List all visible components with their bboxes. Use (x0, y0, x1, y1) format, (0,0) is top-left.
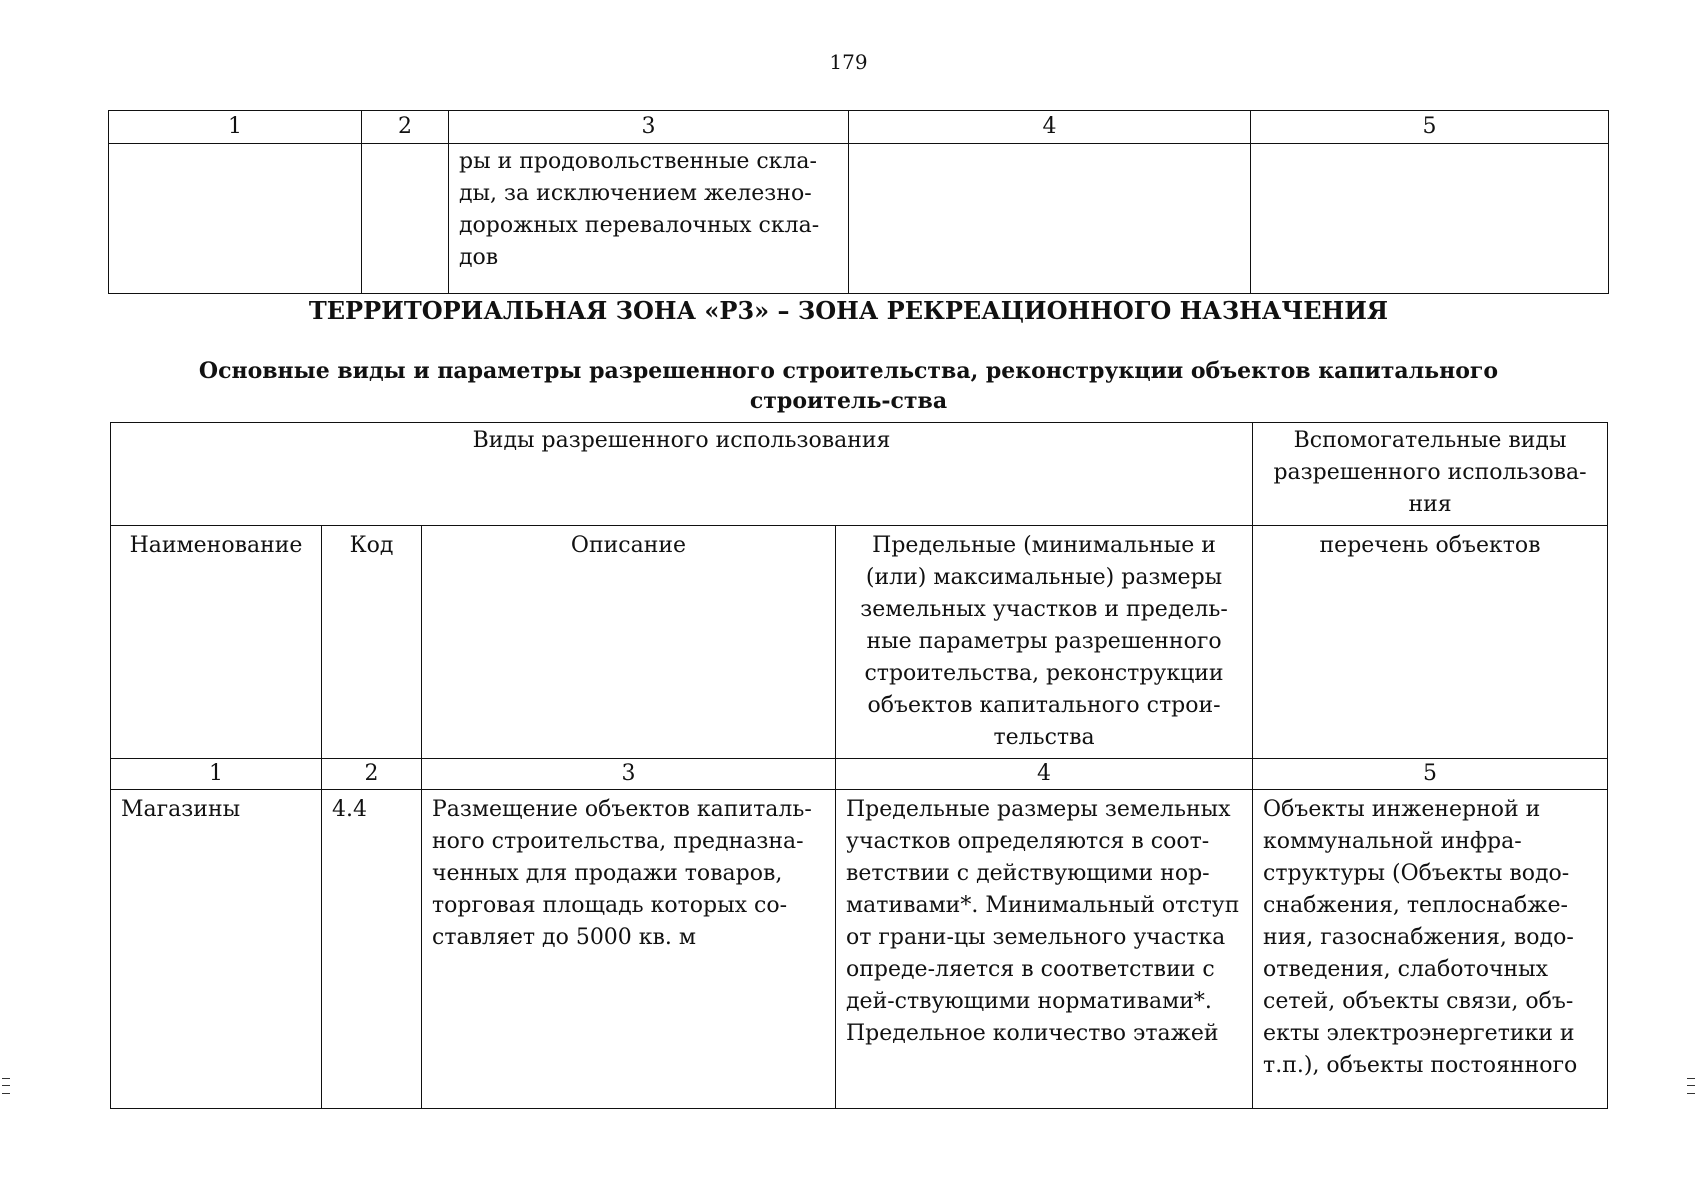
column-number-row (111, 759, 1608, 790)
cell-objects: Объекты инженерной и коммунальной инфра-структуры (Объекты водо-снабжения, теплоснабже-ния, газоснабжения, водо-отведения, слаботочных сетей, объекты связи, объ-екты электроэнергетики и т.п.), объекты постоянного (1253, 790, 1608, 1109)
continued-table (108, 110, 1609, 294)
cell-objects (1251, 144, 1609, 294)
zone-title: ТЕРРИТОРИАЛЬНАЯ ЗОНА «Р3» – ЗОНА РЕКРЕАЦИОННОГО НАЗНАЧЕНИЯ (308, 296, 1389, 325)
column-number: 3 (449, 111, 849, 144)
column-number: 3 (422, 759, 836, 790)
column-number: 1 (109, 111, 362, 144)
column-number: 2 (362, 111, 449, 144)
cell-description: ры и продовольственные скла-ды, за исключением железно-дорожных перевалочных скла-дов (449, 144, 849, 294)
header-name: Наименование (111, 526, 322, 759)
cell-description: Размещение объектов капиталь-ного строительства, предназна-ченных для продажи товаров, торговая площадь которых со-ставляет до 5000 кв. м (422, 790, 836, 1109)
cell-name (109, 144, 362, 294)
permitted-uses-table (110, 422, 1608, 1109)
cell-limits: Предельные размеры земельных участков определяются в соот-ветствии с действующими нор-мативами*. Минимальный отступ от грани-цы земельного участка опреде-ляется в соответствии с дей-ствующими нормативами*. Предельное количество этажей (836, 790, 1253, 1109)
header-objects: перечень объектов (1253, 526, 1608, 759)
page-number: 179 (829, 50, 868, 74)
continued-table-header-row (109, 111, 1609, 144)
table-row (111, 790, 1608, 1109)
section-subtitle: Основные виды и параметры разрешенного строительства, реконструкции объектов капитального строитель-ства (198, 358, 1499, 414)
cell-code: 4.4 (322, 790, 422, 1109)
cell-code (362, 144, 449, 294)
column-number: 1 (111, 759, 322, 790)
column-number: 4 (849, 111, 1251, 144)
scan-edge-mark (2, 1078, 10, 1094)
cell-name: Магазины (111, 790, 322, 1109)
column-number: 5 (1253, 759, 1608, 790)
cell-limits (849, 144, 1251, 294)
header-auxiliary-uses: Вспомогательные виды разрешенного использова-ния (1253, 423, 1608, 526)
group-header-row (111, 423, 1608, 526)
header-description: Описание (422, 526, 836, 759)
column-header-row (111, 526, 1608, 759)
scan-edge-mark (1687, 1078, 1695, 1094)
column-number: 5 (1251, 111, 1609, 144)
header-permitted-uses: Виды разрешенного использования (111, 423, 1253, 526)
header-code: Код (322, 526, 422, 759)
header-limits: Предельные (минимальные и (или) максимальные) размеры земельных участков и предель-ные параметры разрешенного строительства, реконструкции объектов капитального строи-тельства (836, 526, 1253, 759)
column-number: 4 (836, 759, 1253, 790)
table-row (109, 144, 1609, 294)
column-number: 2 (322, 759, 422, 790)
